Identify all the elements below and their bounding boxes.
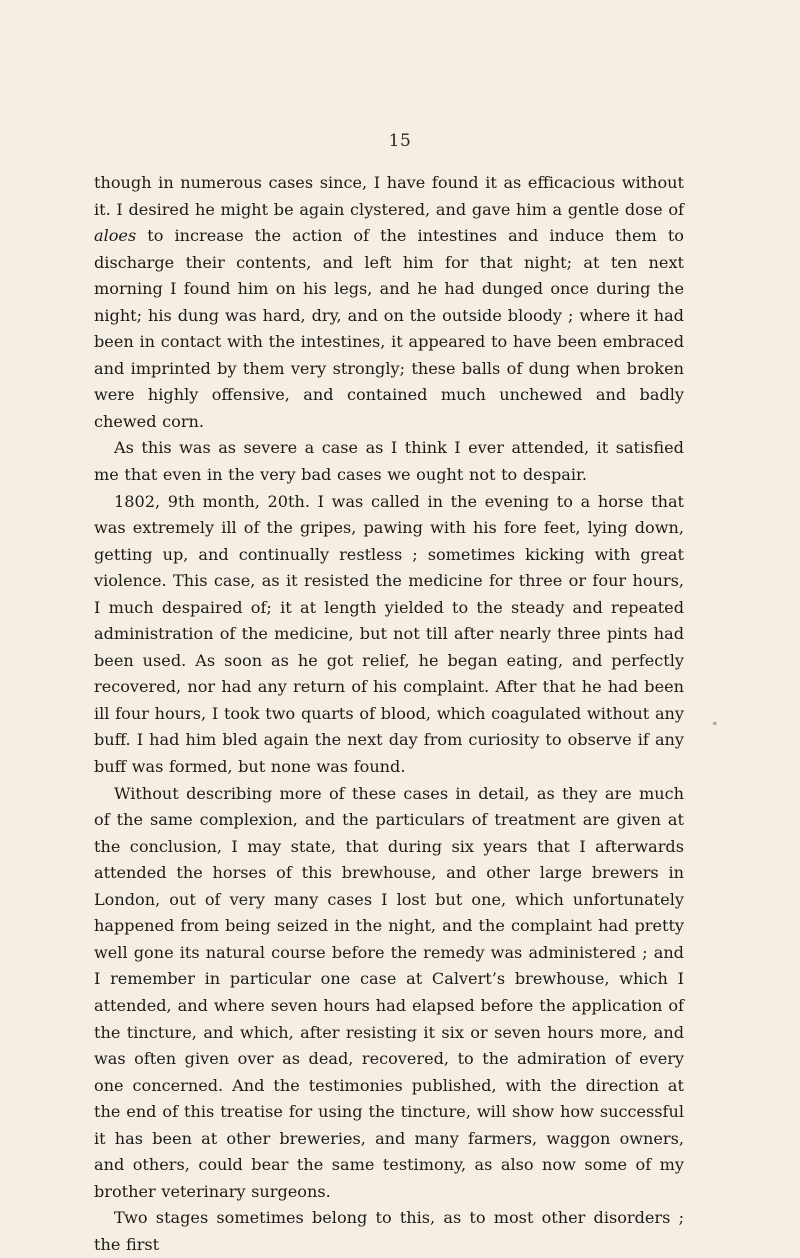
paragraph-brewhouse-cases: Without describing more of these cases in detail, as they are much of the same complexion, and the particulars of treatment are given at the conclusion, I may state, that during six years that I afterwards attended the horses of this brewhouse, and other large brewers in London, out of very many cases I lost but one, which unfortunately happened from being seized in the night, and the complaint had pretty well gone its natural course before the remedy was administered ; and I remember in particular one case at Calvert’s brewhouse, which I attended, and where seven hours had elapsed before the application of the tincture, and which, after resisting it six or seven hours more, and was often given over as dead, recovered, to the admiration of every one concerned. And the testimonies published, with the direction at the end of this treatise for using the tincture, will show how successful it has been at other breweries, and many farmers, waggon owners, and others, could bear the same testimony, as also now some of my brother veterinary surgeons. — [94, 783, 684, 1201]
paragraph-two-stages: Two stages sometimes belong to this, as to most other disorders ; the first — [94, 1208, 684, 1254]
body-text — [94, 170, 684, 1258]
paragraph-continuation — [94, 170, 684, 435]
paragraph-1802-case: 1802, 9th month, 20th. I was called in the evening to a horse that was extremely ill of the gripes, pawing with his fore feet, lying down, getting up, and continually restless ; sometimes kicking with great violence. This case, as it resisted the medicine for three or four hours, I much despaired of; it at length yielded to the steady and repeated administration of the medicine, but not till after nearly three pints had been used. As soon as he got relief, he began eating, and perfectly recovered, nor had any return of his complaint. After that he had been ill four hours, I took two quarts of blood, which coagulated without any buff. I had him bled again the next day from curiosity to observe if any buff was formed, but none was found. — [94, 491, 684, 777]
page-number: 15 — [388, 131, 412, 151]
paragraph-text-before-emphasis: though in numerous cases since, I have found it as efficacious without it. I desired he might be again clystered, and gave him a gentle dose of — [94, 173, 684, 219]
paragraph-severe-case: As this was as severe a case as I think I ever attended, it satisfied me that even in the very bad cases we ought not to despair. — [94, 438, 684, 485]
emphasis-aloes: aloes — [94, 226, 137, 246]
paragraph-text-after-emphasis: to increase the action of the intestines and induce them to discharge their contents, and left him for that night; at ten next morning I found him on his legs, and he had dunged once during the night; his dung was hard, dry, and on the outside bloody ; where it had been in contact with the intestines, it appeared to have been embraced and imprinted by them very strongly; these balls of dung when broken were highly offensive, and contained much unchewed and badly chewed corn. — [94, 226, 684, 431]
margin-mark: « — [712, 719, 718, 729]
